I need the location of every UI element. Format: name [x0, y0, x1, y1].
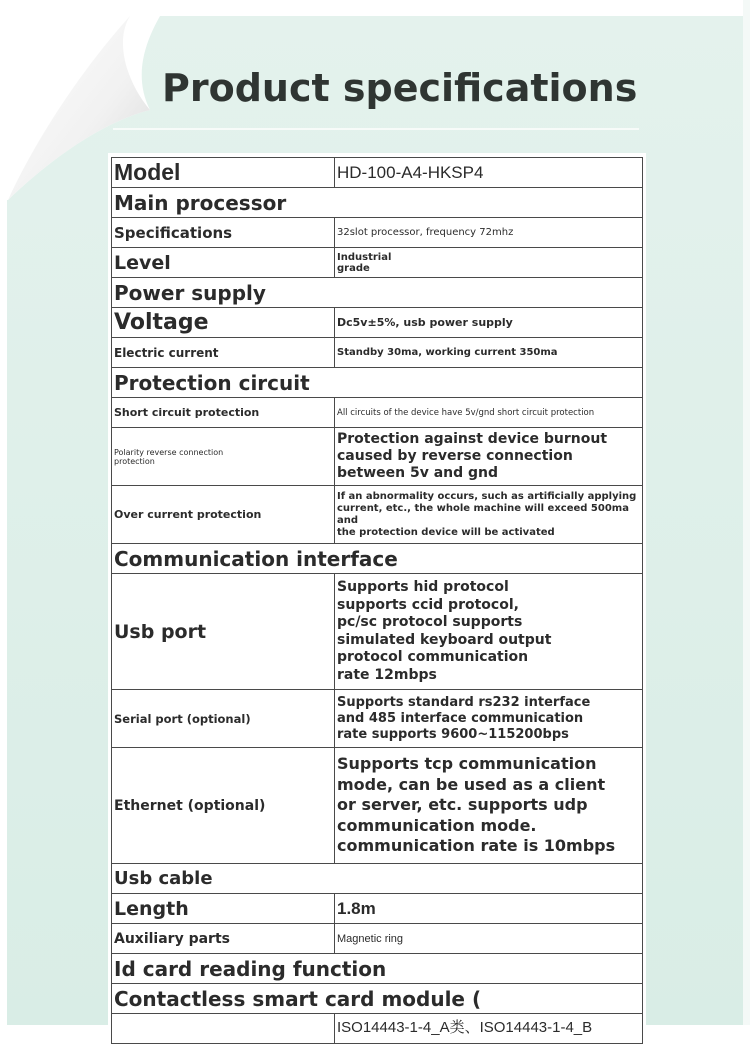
contactless-heading: Contactless smart card module ( [112, 984, 643, 1014]
polarity-value-line: caused by reverse connection [337, 448, 573, 464]
cutoff-value: ISO14443-1-4_A类、ISO14443-1-4_B [335, 1014, 643, 1044]
usb-port-value-line: pc/sc protocol supports [337, 614, 523, 630]
level-label: Level [112, 248, 335, 278]
ethernet-value-line: or server, etc. supports udp [337, 795, 588, 815]
serial-port-value-line: rate supports 9600~115200bps [337, 726, 569, 742]
level-value-line: Industrial [337, 251, 392, 263]
polarity-value-line: between 5v and gnd [337, 465, 499, 481]
page-title: Product specifications [162, 66, 638, 110]
overcurrent-value-line: the protection device will be activated [337, 526, 555, 538]
section-row [112, 368, 643, 398]
ethernet-label: Ethernet (optional) [112, 748, 335, 864]
main-processor-heading: Main processor [112, 188, 643, 218]
usb-port-value-line: rate 12mbps [337, 666, 437, 683]
serial-port-value-line: and 485 interface communication [337, 710, 584, 726]
table-row [112, 338, 643, 368]
specifications-value: 32slot processor, frequency 72mhz [335, 218, 643, 248]
protection-heading: Protection circuit [112, 368, 643, 398]
current-value: Standby 30ma, working current 350ma [335, 338, 643, 368]
overcurrent-label: Over current protection [112, 486, 335, 544]
section-row [112, 188, 643, 218]
overcurrent-value-line: If an abnormality occurs, such as artificially applying [337, 490, 637, 502]
table-row [112, 308, 643, 338]
usb-port-label: Usb port [112, 574, 335, 690]
table-row [112, 248, 643, 278]
spec-table [111, 157, 643, 1044]
table-row [112, 690, 643, 748]
ethernet-value-line: communication mode. [337, 815, 537, 835]
id-card-heading: Id card reading function [112, 954, 643, 984]
table-row [112, 218, 643, 248]
polarity-label-line: Polarity reverse connection [114, 447, 224, 457]
table-row [112, 894, 643, 924]
level-value-line: grade [337, 262, 370, 274]
model-value: HD-100-A4-HKSP4 [335, 158, 643, 188]
usb-port-value-line: simulated keyboard output [337, 631, 552, 648]
table-row [112, 748, 643, 864]
usb-port-value-line: Supports hid protocol [337, 579, 509, 595]
length-label: Length [112, 894, 335, 924]
usb-port-value [335, 574, 643, 690]
serial-port-label: Serial port (optional) [112, 690, 335, 748]
table-row [112, 428, 643, 486]
section-row [112, 984, 643, 1014]
table-row [112, 398, 643, 428]
section-row [112, 544, 643, 574]
polarity-value [335, 428, 643, 486]
short-circuit-value: All circuits of the device have 5v/gnd short circuit protection [335, 398, 643, 428]
overcurrent-value-line: current, etc., the whole machine will exceed 500ma and [337, 502, 629, 526]
polarity-label [112, 428, 335, 486]
table-row [112, 574, 643, 690]
ethernet-value-line: mode, can be used as a client [337, 774, 606, 794]
title-divider [113, 128, 639, 130]
usb-port-value-line: supports ccid protocol, [337, 596, 519, 613]
table-row [112, 924, 643, 954]
specifications-label: Specifications [112, 218, 335, 248]
section-row [112, 864, 643, 894]
model-label: Model [112, 158, 335, 188]
short-circuit-label: Short circuit protection [112, 398, 335, 428]
polarity-value-line: Protection against device burnout [337, 431, 608, 447]
serial-port-value [335, 690, 643, 748]
auxiliary-parts-value: Magnetic ring [335, 924, 643, 954]
overcurrent-value [335, 486, 643, 544]
communication-heading: Communication interface [112, 544, 643, 574]
voltage-value: Dc5v±5%, usb power supply [335, 308, 643, 338]
current-label: Electric current [112, 338, 335, 368]
serial-port-value-line: Supports standard rs232 interface [337, 694, 591, 710]
power-supply-heading: Power supply [112, 278, 643, 308]
level-value [335, 248, 643, 278]
ethernet-value-line: communication rate is 10mbps [337, 836, 616, 856]
section-row [112, 954, 643, 984]
spec-sheet [108, 153, 646, 1036]
usb-port-value-line: protocol communication [337, 649, 529, 665]
polarity-label-line: protection [114, 456, 155, 466]
usb-cable-heading: Usb cable [112, 864, 643, 894]
voltage-label: Voltage [112, 308, 335, 338]
table-row [112, 486, 643, 544]
table-row [112, 1014, 643, 1044]
ethernet-value-line: Supports tcp communication [337, 754, 597, 774]
cutoff-label [112, 1014, 335, 1044]
auxiliary-parts-label: Auxiliary parts [112, 924, 335, 954]
ethernet-value [335, 748, 643, 864]
length-value: 1.8m [335, 894, 643, 924]
table-row [112, 158, 643, 188]
section-row [112, 278, 643, 308]
